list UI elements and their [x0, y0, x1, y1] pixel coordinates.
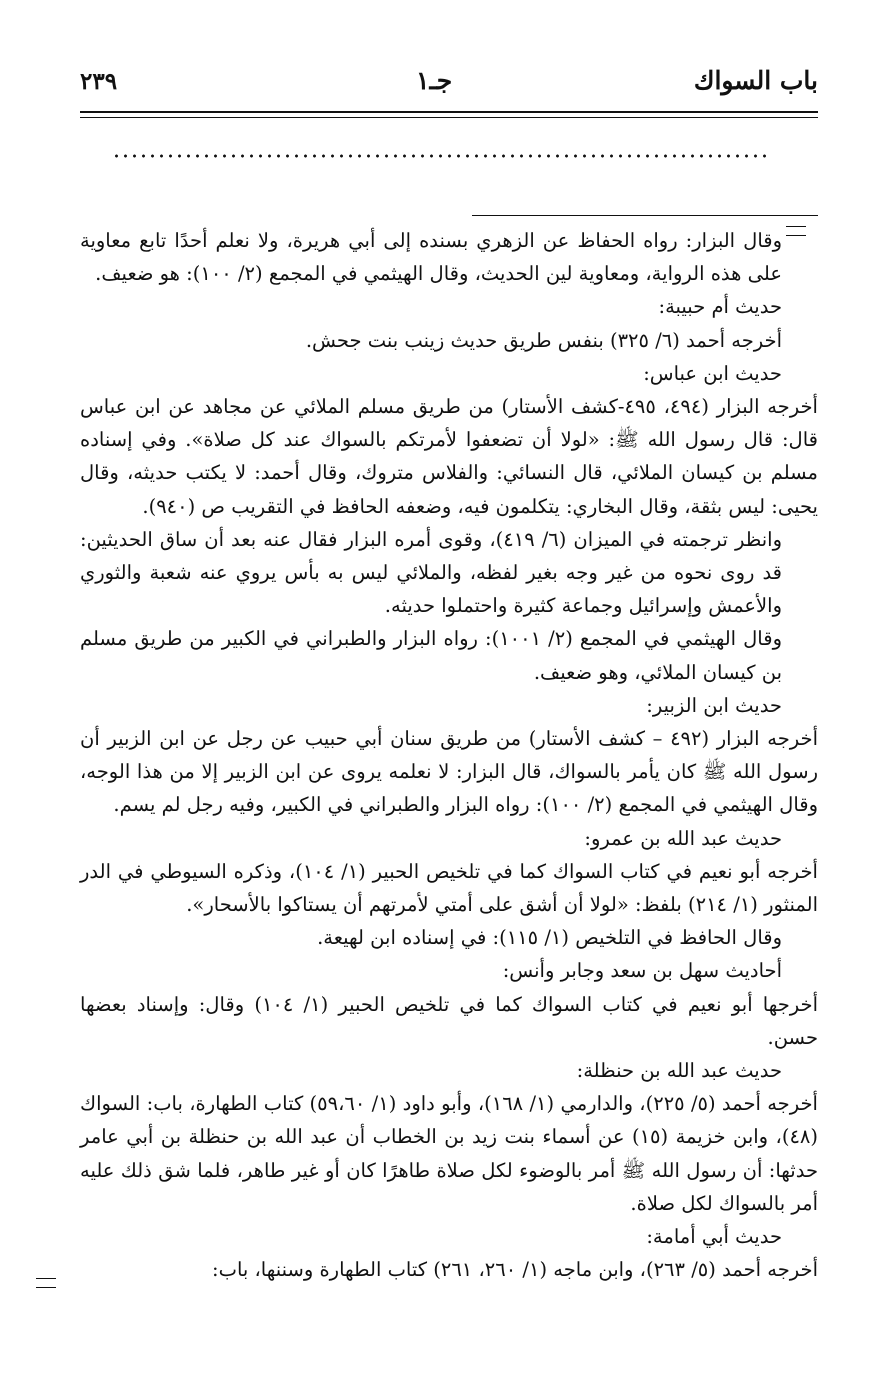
footnote-paragraph: أحاديث سهل بن سعد وجابر وأنس:	[502, 959, 782, 983]
footnote-paragraph: وقال الحافظ في التلخيص (١/ ١١٥): في إسناده ابن لهيعة.	[317, 926, 782, 950]
volume-label: جـ١	[416, 66, 453, 95]
page-header	[80, 66, 818, 106]
footnote-paragraph: أخرجه البزار (٤٩٤، ٤٩٥-كشف الأستار) من طريق مسلم الملائي عن مجاهد عن ابن عباس قال: قال رسول الله ﷺ: «لولا أن تضعفوا لأمرتكم بالسواك عند كل صلاة». وفي إسناده مسلم بن كيسان الملائي، قال النسائي: والفلاس متروك، وقال أحمد: لا يكتب حديثه، وقال يحيى: ليس بثقة، وقال البخاري: يتكلمون فيه، وضعفه الحافظ في التقريب ص (٩٤٠).	[80, 395, 818, 518]
chapter-title: باب السواك	[693, 66, 818, 95]
footnote-rule	[472, 215, 818, 216]
footnote-paragraph: أخرجه البزار (٤٩٢ – كشف الأستار) من طريق سنان أبي حبيب عن رجل عن ابن الزبير أن رسول الله ﷺ كان يأمر بالسواك، قال البزار: لا نعلمه يروى عن ابن الزبير إلا من هذا الوجه، وقال الهيثمي في المجمع (٢/ ١٠٠): رواه البزار والطبراني في الكبير، وفيه رجل لم يسم.	[80, 727, 818, 817]
footnote-paragraph: وقال البزار: رواه الحفاظ عن الزهري بسنده إلى أبي هريرة، ولا نعلم أحدًا تابع معاوية على هذه الرواية، ومعاوية لين الحديث، وقال الهيثمي في المجمع (٢/ ١٠٠): هو ضعيف.	[80, 229, 782, 286]
footnote-paragraph: أخرجه أحمد (٥/ ٢٦٣)، وابن ماجه (١/ ٢٦٠، ٢٦١) كتاب الطهارة وسننها، باب:	[212, 1258, 818, 1282]
footnote-paragraph: حديث أبي أمامة:	[646, 1225, 782, 1249]
header-rule-thick	[80, 111, 818, 113]
footnote-paragraph: حديث عبد الله بن حنظلة:	[576, 1059, 782, 1083]
footnote-paragraph: حديث ابن عباس:	[643, 361, 782, 385]
footnote-paragraph: أخرجه أحمد (٥/ ٢٢٥)، والدارمي (١/ ١٦٨)، وأبو داود (١/ ٥٩،٦٠) كتاب الطهارة، باب: السواك (٤٨)، وابن خزيمة (١٥) عن أسماء بنت زيد بن الخطاب أن عبد الله بن حنظلة بن أبي عامر حدثها: أن رسول الله ﷺ أمر بالوضوء لكل صلاة طاهرًا كان أو غير طاهر، فلما شق ذلك عليه أمر بالسواك لكل صلاة.	[80, 1092, 818, 1215]
footnote-paragraph: وقال الهيثمي في المجمع (٢/ ١٠٠١): رواه البزار والطبراني في الكبير من طريق مسلم بن كيسان الملائي، وهو ضعيف.	[80, 627, 782, 684]
footnote-paragraph: أخرجها أبو نعيم في كتاب السواك كما في تلخيص الحبير (١/ ١٠٤) وقال: وإسناد بعضها حسن.	[80, 992, 819, 1049]
footnote-paragraph: وانظر ترجمته في الميزان (٦/ ٤١٩)، وقوى أمره البزار فقال عنه بعد أن ساق الحديثين: قد روى نحوه من غير وجه بغير لفظه، والملائي ليس به بأس يروي عنه شعبة والثوري والأعمش وإسرائيل وجماعة كثيرة واحتملوا حديثه.	[80, 527, 782, 618]
continuation-mark-bottom	[36, 1278, 56, 1288]
footnote-paragraph: أخرجه أبو نعيم في كتاب السواك كما في تلخيص الحبير (١/ ١٠٤)، وذكره السيوطي في الدر المنثور (١/ ٢١٤) بلفظ: «لولا أن أشق على أمتي لأمرتهم أن يستاكوا بالأسحار».	[80, 859, 818, 917]
header-rule-thin	[80, 117, 818, 118]
footnote-text	[80, 224, 818, 1287]
dotted-separator	[112, 146, 767, 166]
footnote-paragraph: حديث عبد الله بن عمرو:	[584, 826, 782, 850]
footnote-paragraph: أخرجه أحمد (٦/ ٣٢٥) بنفس طريق حديث زينب بنت جحش.	[305, 328, 782, 352]
page-number: ٢٣٩	[80, 68, 118, 95]
footnote-paragraph: حديث ابن الزبير:	[646, 693, 782, 717]
footnote-paragraph: حديث أم حبيبة:	[658, 295, 782, 319]
